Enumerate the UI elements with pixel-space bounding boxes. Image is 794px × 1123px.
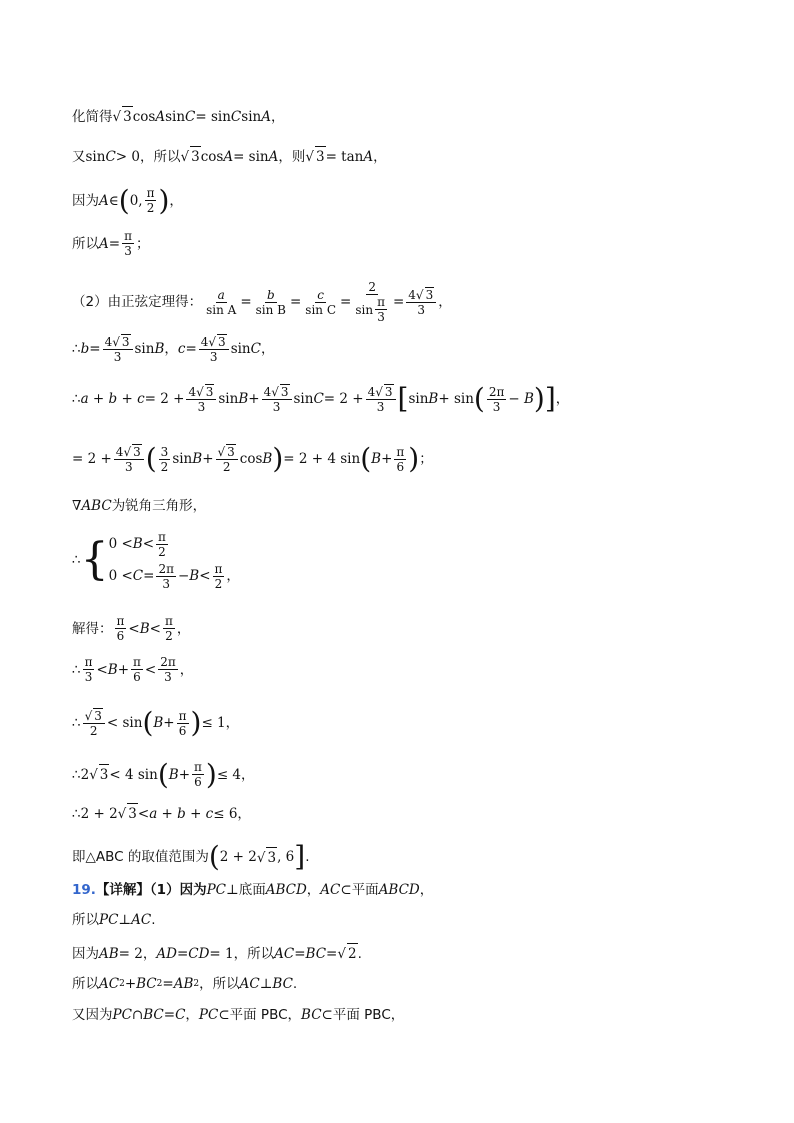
text: ≤ 4， [216,766,255,783]
fraction: $\frac{4√ 3}{3}$ [406,287,436,317]
punct: . [305,849,310,865]
eq: = [294,945,306,962]
lt: < [144,661,157,678]
var: C [105,148,116,165]
solution-line-6 [72,334,274,364]
paren-left: ( [360,442,372,475]
fraction: $\frac{2\pi}{3}$ [160,655,176,684]
fraction: 2 sin $\frac{\pi}{3}$ [355,280,385,324]
plus: + [202,451,214,467]
var: C [185,108,196,125]
fraction: $\frac{3}{2}$ [160,444,169,474]
var: BC [301,1007,322,1023]
sin: sin [241,108,262,125]
var: A [99,192,109,209]
text: 因为 [72,945,99,962]
fraction: $\frac{\pi}{6}$ [116,614,125,643]
fraction: $\frac{a}{\text{sin A}}$ [206,287,237,317]
perp: ⊥ [226,882,239,898]
var: C [250,341,261,357]
sin: sin [134,341,155,357]
punct: ， [306,882,321,898]
fraction: $\frac{\pi}{6}$ [178,708,187,738]
text: ≤ 1， [201,715,240,731]
sin: sin [165,108,186,125]
expr: a + b + c [80,391,145,407]
eq: = [289,294,302,310]
var: CD [188,945,210,962]
solution-line-19 [72,943,362,964]
solution-line-18 [72,910,156,930]
eq: = [326,945,338,962]
var: B [153,715,164,731]
plus: + [381,451,393,467]
var: PC [99,912,119,928]
solution-line-16 [72,840,310,873]
cos: cos [239,451,263,467]
var: AC [320,882,341,898]
paren-right: ) [205,757,217,791]
punct: ， [169,192,183,209]
var: AC [99,976,120,992]
lt: < [137,805,150,822]
exponent: 2 [119,979,125,989]
fraction: $\frac{\pi}{6}$ [396,444,405,474]
therefore: ∴ [72,552,81,568]
bracket-right: ] [544,382,556,415]
punct: ， [270,108,285,125]
var: C [230,108,242,125]
intersect: ∩ [131,1007,144,1023]
exponent: 2 [193,979,200,989]
sqrt: √ 3 [89,764,109,785]
var: PC [198,1007,219,1023]
eq: = [162,976,174,992]
fraction: $\frac{c}{\text{sin C}}$ [305,287,337,317]
var: B [107,661,118,678]
text: ，所以 [199,976,240,992]
therefore: ∴ [72,805,81,822]
text: 平面 PBC， [332,1007,405,1023]
var: C [175,1007,186,1023]
eq: = [240,294,252,310]
paren-right: ) [408,442,420,475]
punct: ， [176,620,191,637]
solution-line-14 [72,757,255,791]
text: = 2， [118,945,157,962]
solution-line-1 [72,106,284,127]
subset: ⊂ [340,882,352,898]
fraction: $\frac{4√ 3}{3}$ [366,384,396,414]
var: PC [112,1007,132,1023]
expr: − B [508,391,534,407]
punct: ， [373,148,387,165]
fraction: √ $\frac{3}{2}$ [83,708,105,738]
punct: ， [164,341,178,357]
text: 0, [129,192,143,209]
therefore: ∴ [72,661,81,678]
var: c [177,341,186,357]
plus: + [163,715,175,731]
lt: < [149,620,161,637]
solution-line-12 [72,655,193,684]
var: BC [136,976,157,992]
text: = 2 + [323,391,364,407]
text: 【详解】（1）因为 [95,882,207,898]
text: 2 + 2 [219,849,257,865]
var: A [261,108,271,125]
punct: ， [260,341,275,357]
solution-line-10 [72,528,240,592]
bracket-right: ] [294,840,306,873]
paren-left: ( [473,382,485,415]
var: C [313,391,324,407]
text: 又 [72,148,86,165]
text: 化简得 [72,108,113,125]
fraction: $\frac{\pi}{2}$ [164,614,173,643]
bracket-left: [ [397,382,409,415]
eq: = [392,294,405,310]
var: b [80,341,90,357]
sin: < sin [106,715,143,731]
fraction: √ $\frac{3}{2}$ [216,444,238,474]
paren-right: ) [158,183,170,217]
var: AB [99,945,119,962]
sqrt: √ 2 [337,943,357,964]
system-row-1: 0 < B < $\frac{\pi}{2}$ [108,529,166,559]
sin: = sin [233,148,269,165]
var: B [238,391,249,407]
solution-line-8 [72,444,433,474]
var: AB [173,976,194,992]
var: AC [274,945,295,962]
text: = 2 + [72,451,112,467]
plus: + [124,976,137,992]
solution-line-2 [72,146,387,167]
text: 因为 [72,192,99,209]
inequality-system [109,528,240,592]
fraction: $\frac{2\pi}{3}$ [488,384,505,414]
var: BC [272,976,293,992]
eq: = [108,235,121,252]
cos: cos [132,108,156,125]
therefore: ∴ [72,391,81,407]
text: 解得： [72,620,113,637]
var: B [154,341,165,357]
sqrt: √ 3 [113,106,133,127]
subset: ⊂ [321,1007,333,1023]
var: ABCD [378,882,420,898]
punct: ， [179,661,194,678]
in-symbol: ∈ [108,192,119,209]
solution-line-9 [72,496,206,516]
text: ，则 [278,148,306,165]
paren-right: ) [272,442,284,475]
tan: = tan [325,148,364,165]
var: AC [131,912,152,928]
eq: = [163,1007,176,1023]
sin: sin [218,391,239,407]
eq: = [176,945,189,962]
eq: = [185,341,197,357]
text: = 2 + 4 sin [283,451,361,467]
solution-line-4 [72,229,149,258]
expr: a + b + c [149,805,214,822]
var: A [99,235,109,252]
text: 即△ABC 的取值范围为 [72,849,209,865]
solution-line-21 [72,1005,404,1025]
paren-right: ) [190,706,202,739]
sin: sin [293,391,314,407]
fraction: $\frac{b}{\text{sin B}}$ [255,287,286,317]
fraction: $\frac{\pi}{3}$ [84,655,93,684]
text: 所以 [72,912,99,928]
fraction: $\frac{\pi}{2}$ [146,186,155,215]
var: A [268,148,279,165]
punct: ， [419,882,434,898]
solution-line-20 [72,974,297,994]
punct: ， [185,1007,199,1023]
sin: sin [85,148,106,165]
sin: sin [172,451,193,467]
var: ABC [81,498,112,514]
var: PC [206,882,226,898]
paren-left: ( [142,706,154,739]
subset: ⊂ [218,1007,230,1023]
fraction: $\frac{4√ 3}{3}$ [186,384,216,414]
perp: ⊥ [118,912,132,928]
sqrt: √ 3 [257,847,277,868]
var: B [428,391,439,407]
solution-line-3 [72,183,183,217]
var: B [262,451,273,467]
text: 又因为 [72,1007,113,1023]
text: > 0，所以 [115,148,181,165]
var: BC [305,945,327,962]
system-row-2: 0 < C = $\frac{2\pi}{3}$ − B < $\frac{\pi}{2}$ ， [108,561,240,591]
text: < 4 sin [109,766,158,783]
var: AD [156,945,177,962]
var: AC [239,976,260,992]
paren-left: ( [157,757,169,791]
text: , 6 [277,849,295,865]
sqrt: √ 3 [118,803,138,824]
sqrt: √ 3 [305,146,325,167]
therefore: ∴ [72,341,81,357]
text: 平面 PBC， [229,1007,302,1023]
text: 所以 [72,976,99,992]
therefore: ∴ [72,715,81,731]
text: = 2 + [144,391,185,407]
fraction: $\frac{\pi}{6}$ [194,760,202,789]
var: BC [143,1007,164,1023]
sin: sin [408,391,429,407]
text: = 1，所以 [209,945,275,962]
punct: ； [419,451,433,467]
plus: + [117,661,130,678]
paren-left: ( [145,442,157,475]
exponent: 2 [156,979,163,989]
text: （2）由正弦定理得： [72,294,203,310]
solution-line-15 [72,803,251,824]
var: B [168,766,179,783]
text: 2 + 2 [80,805,118,822]
fraction: $\frac{4√ 3}{3}$ [103,334,133,364]
punct: . [357,945,362,962]
punct: . [151,912,156,928]
solution-line-7 [72,384,569,414]
brace-left: { [80,534,109,585]
cos: cos [200,148,224,165]
solution-line-5 [72,280,452,324]
fraction: $\frac{4√ 3}{3}$ [199,334,229,364]
solution-line-17 [72,880,433,900]
var: B [139,620,150,637]
punct: . [292,976,298,992]
therefore: ∴ [72,766,81,783]
sqrt: √ 3 [181,146,201,167]
paren-left: ( [118,183,130,217]
punct: ， [438,294,452,310]
num: 2 [80,766,90,783]
fraction: $\frac{\pi}{3}$ [124,229,132,258]
eq: = [89,341,101,357]
solution-line-13 [72,708,239,738]
text: 底面 [238,882,266,898]
lt: < [96,661,108,678]
text: ≤ 6， [213,805,251,822]
var: B [371,451,382,467]
perp: ⊥ [259,976,273,992]
punct: ， [555,391,570,407]
plus: + [178,766,190,783]
var: A [363,148,374,165]
paren-right: ) [533,382,545,415]
var: B [192,451,203,467]
paren-left: ( [208,840,220,873]
sin: = sin [195,108,231,125]
var: A [155,108,166,125]
punct: ； [135,235,150,252]
sin: + sin [438,391,474,407]
fraction: $\frac{\pi}{6}$ [133,655,141,684]
sin: sin [230,341,251,357]
plus: + [248,391,260,407]
triangle-symbol: ∇ [72,498,82,514]
var: A [223,148,234,165]
text: 平面 [351,882,379,898]
fraction: $\frac{4√ 3}{3}$ [114,444,144,474]
fraction: $\frac{4√ 3}{3}$ [262,384,292,414]
var: ABCD [265,882,307,898]
question-number: 19. [72,882,96,898]
text: 为锐角三角形， [111,498,207,514]
solution-line-11 [72,614,190,643]
lt: < [128,620,140,637]
text: 所以 [72,235,99,252]
eq: = [340,294,352,310]
